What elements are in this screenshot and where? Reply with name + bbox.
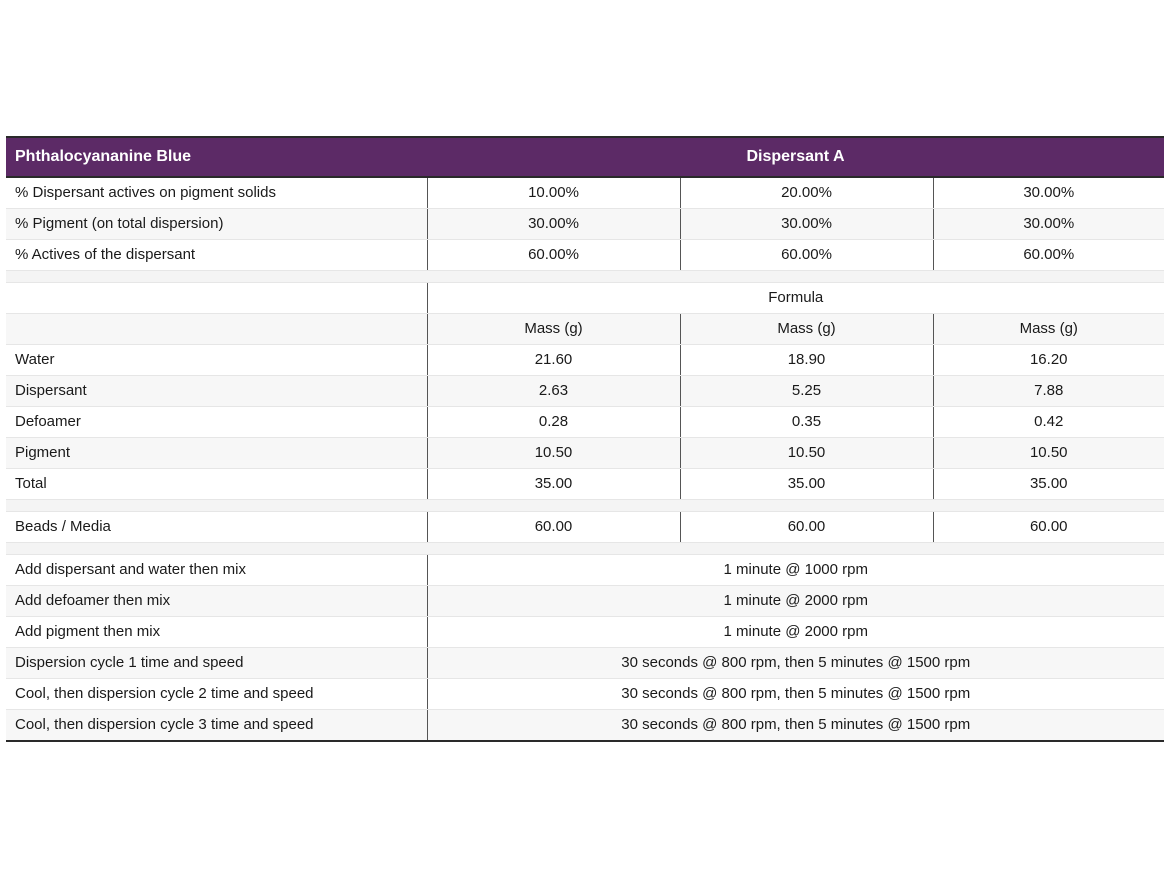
- process-step-label: Cool, then dispersion cycle 3 time and speed: [6, 710, 427, 742]
- process-step-label: Add pigment then mix: [6, 617, 427, 648]
- mass-value: 18.90: [680, 345, 933, 376]
- process-step-value: 1 minute @ 1000 rpm: [427, 555, 1164, 586]
- table-row: [6, 617, 1164, 648]
- ingredient-label: Total: [6, 469, 427, 500]
- ingredient-label: Dispersant: [6, 376, 427, 407]
- beads-label: Beads / Media: [6, 512, 427, 543]
- mass-header: Mass (g): [680, 314, 933, 345]
- table-row: [6, 177, 1164, 209]
- table-row: [6, 679, 1164, 710]
- formula-title: Formula: [427, 283, 1164, 314]
- param-value: 10.00%: [427, 177, 680, 209]
- spacer-row: [6, 271, 1164, 283]
- spacer-row: [6, 543, 1164, 555]
- mass-header: Mass (g): [933, 314, 1164, 345]
- process-step-label: Add defoamer then mix: [6, 586, 427, 617]
- param-value: 60.00%: [680, 240, 933, 271]
- table-row: [6, 710, 1164, 742]
- param-label: % Actives of the dispersant: [6, 240, 427, 271]
- spacer-row: [6, 500, 1164, 512]
- table-row: [6, 438, 1164, 469]
- mass-value: 35.00: [680, 469, 933, 500]
- process-step-value: 1 minute @ 2000 rpm: [427, 586, 1164, 617]
- process-step-value: 30 seconds @ 800 rpm, then 5 minutes @ 1500 rpm: [427, 679, 1164, 710]
- mass-value: 2.63: [427, 376, 680, 407]
- formulation-table: [6, 136, 1164, 742]
- table-row: [6, 209, 1164, 240]
- table-row: [6, 555, 1164, 586]
- mass-value: 5.25: [680, 376, 933, 407]
- mass-value: 7.88: [933, 376, 1164, 407]
- mass-value: 10.50: [427, 438, 680, 469]
- process-step-label: Dispersion cycle 1 time and speed: [6, 648, 427, 679]
- table-header-row: [6, 137, 1164, 177]
- beads-value: 60.00: [680, 512, 933, 543]
- process-step-value: 30 seconds @ 800 rpm, then 5 minutes @ 1500 rpm: [427, 710, 1164, 742]
- param-value: 20.00%: [680, 177, 933, 209]
- mass-value: 35.00: [933, 469, 1164, 500]
- mass-header-row: [6, 314, 1164, 345]
- param-label: % Pigment (on total dispersion): [6, 209, 427, 240]
- table-row: [6, 240, 1164, 271]
- table-row: [6, 407, 1164, 438]
- mass-value: 16.20: [933, 345, 1164, 376]
- formulation-table-container: [6, 136, 1164, 742]
- param-value: 30.00%: [427, 209, 680, 240]
- process-step-value: 1 minute @ 2000 rpm: [427, 617, 1164, 648]
- pigment-header: Phthalocyananine Blue: [6, 137, 427, 177]
- param-value: 30.00%: [680, 209, 933, 240]
- process-step-label: Cool, then dispersion cycle 2 time and speed: [6, 679, 427, 710]
- table-row: [6, 512, 1164, 543]
- param-value: 60.00%: [933, 240, 1164, 271]
- table-row: [6, 648, 1164, 679]
- table-row: [6, 376, 1164, 407]
- table-row: [6, 469, 1164, 500]
- mass-value: 0.28: [427, 407, 680, 438]
- dispersant-header: Dispersant A: [427, 137, 1164, 177]
- param-value: 60.00%: [427, 240, 680, 271]
- ingredient-label: Water: [6, 345, 427, 376]
- process-step-value: 30 seconds @ 800 rpm, then 5 minutes @ 1500 rpm: [427, 648, 1164, 679]
- param-value: 30.00%: [933, 177, 1164, 209]
- param-label: % Dispersant actives on pigment solids: [6, 177, 427, 209]
- ingredient-label: Pigment: [6, 438, 427, 469]
- mass-header: Mass (g): [427, 314, 680, 345]
- param-value: 30.00%: [933, 209, 1164, 240]
- mass-value: 0.42: [933, 407, 1164, 438]
- mass-value: 0.35: [680, 407, 933, 438]
- mass-value: 10.50: [680, 438, 933, 469]
- mass-value: 10.50: [933, 438, 1164, 469]
- mass-value: 21.60: [427, 345, 680, 376]
- mass-value: 35.00: [427, 469, 680, 500]
- table-row: [6, 345, 1164, 376]
- process-step-label: Add dispersant and water then mix: [6, 555, 427, 586]
- beads-value: 60.00: [427, 512, 680, 543]
- beads-value: 60.00: [933, 512, 1164, 543]
- ingredient-label: Defoamer: [6, 407, 427, 438]
- formula-title-row: [6, 283, 1164, 314]
- table-row: [6, 586, 1164, 617]
